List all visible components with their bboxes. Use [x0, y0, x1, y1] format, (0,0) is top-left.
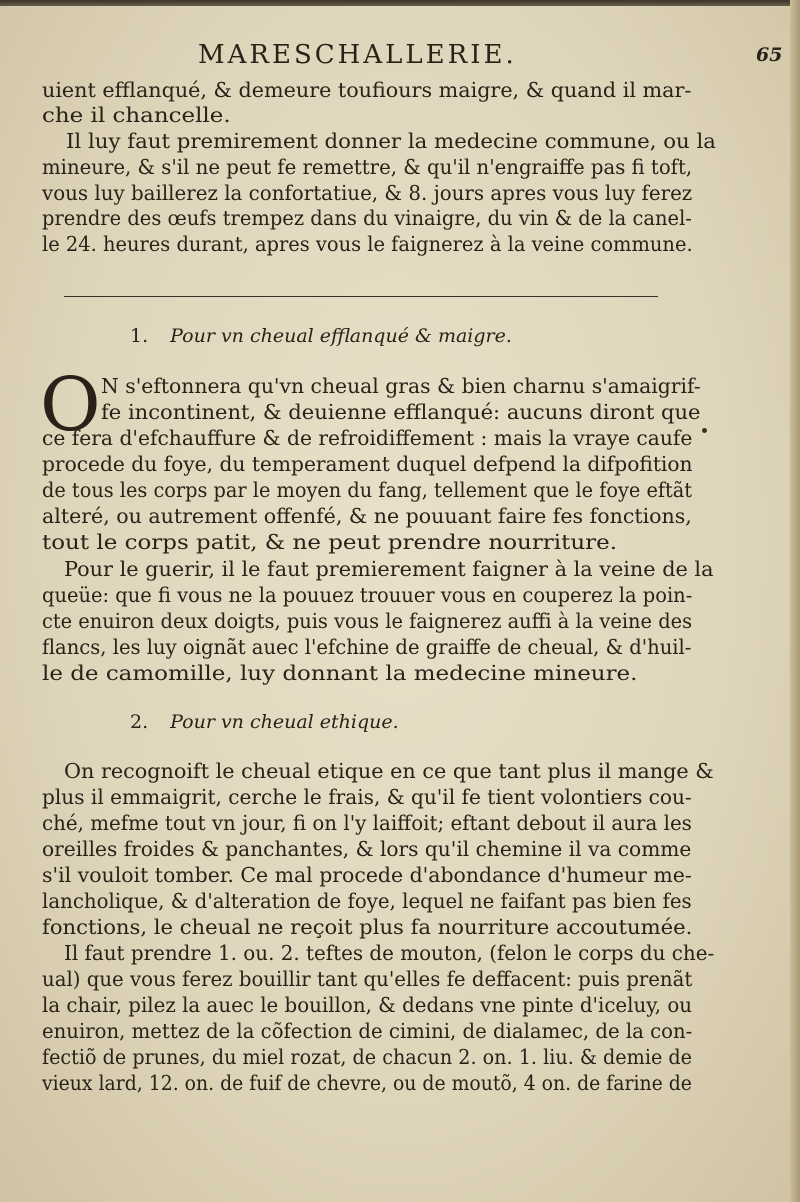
intro-line: le 24. heures durant, apres vous le faignerez à la veine commune. — [42, 232, 693, 256]
intro-line: Il luy faut premirement donner la medecine commune, ou la — [66, 129, 716, 153]
section1-line: procede du foye, du temperament duquel defpend la difpofition — [42, 452, 693, 476]
page-binding-edge — [790, 0, 800, 1202]
section1-line: queüe: que fi vous ne la pouuez trouuer vous en couperez la poin- — [42, 583, 693, 607]
intro-line: prendre des œufs trempez dans du vinaigre, du vin & de la canel- — [42, 206, 692, 230]
intro-line: uient efflanqué, & demeure toufiours maigre, & quand il mar- — [42, 78, 692, 102]
section-number: 2. — [130, 711, 149, 733]
section2-line: plus il emmaigrit, cerche le frais, & qu'il fe tient volontiers cou- — [42, 785, 692, 809]
section2-line: la chair, pilez la auec le bouillon, & dedans vne pinte d'iceluy, ou — [42, 993, 693, 1017]
section-title: Pour vn cheual efflanqué & maigre. — [170, 325, 512, 347]
section2-line: s'il vouloit tomber. Ce mal procede d'abondance d'humeur me- — [42, 863, 692, 887]
page-header — [0, 40, 800, 74]
section-divider — [64, 296, 658, 297]
section2-line: ual) que vous ferez bouillir tant qu'elles fe deffacent: puis prenãt — [42, 967, 693, 991]
page-number: 65 — [756, 44, 783, 66]
section1-line: ce fera d'efchauffure & de refroidiffement : mais la vraye caufe — [42, 426, 693, 450]
intro-line: mineure, & s'il ne peut fe remettre, & qu'il n'engraiffe pas fi toft, — [42, 155, 693, 179]
section2-line: On recognoift le cheual etique en ce que tant plus il mange & — [64, 759, 714, 783]
running-head: MARESCHALLERIE. — [198, 40, 517, 70]
intro-line: che il chancelle. — [42, 103, 231, 127]
section2-line: oreilles froides & panchantes, & lors qu'il chemine il va comme — [42, 837, 692, 861]
section1-line: alteré, ou autrement offenfé, & ne pouuant faire fes fonctions, — [42, 504, 692, 528]
section1-line: N s'eftonnera qu'vn cheual gras & bien charnu s'amaigrif- — [101, 374, 701, 398]
section1-line: tout le corps patit, & ne peut prendre nourriture. — [42, 530, 617, 554]
section1-line: cte enuiron deux doigts, puis vous le faignerez auffi à la veine des — [42, 609, 693, 633]
section1-line: le de camomille, luy donnant la medecine mineure. — [42, 661, 638, 685]
section2-line: enuiron, mettez de la cõfection de cimini, de dialamec, de la con- — [42, 1019, 693, 1043]
section-heading-1 — [130, 325, 512, 347]
section1-line: fe incontinent, & deuienne efflanqué: aucuns diront que — [101, 400, 701, 424]
section1-line: Pour le guerir, il le faut premierement faigner à la veine de la — [64, 557, 714, 581]
section-heading-2 — [130, 711, 399, 733]
section2-line: lancholique, & d'alteration de foye, lequel ne faifant pas bien fes — [42, 889, 692, 913]
page-top-edge — [0, 0, 800, 6]
drop-cap: O — [40, 362, 101, 448]
section2-line: vieux lard, 12. on. de fuif de chevre, ou de moutõ, 4 on. de farine de — [42, 1071, 692, 1095]
section1-line: flancs, les luy oignãt auec l'efchine de graiffe de cheual, & d'huil- — [42, 635, 692, 659]
section2-line: ché, mefme tout vn jour, fi on l'y laiffoit; eftant debout il aura les — [42, 811, 692, 835]
section2-line: fectiõ de prunes, du miel rozat, de chacun 2. on. 1. liu. & demie de — [42, 1045, 693, 1069]
section-number: 1. — [130, 325, 149, 347]
intro-line: vous luy baillerez la confortatiue, & 8. jours apres vous luy ferez — [42, 181, 693, 205]
section2-line: Il faut prendre 1. ou. 2. teftes de mouton, (felon le corps du che- — [64, 941, 715, 965]
section2-line: fonctions, le cheual ne reçoit plus fa nourriture accoutumée. — [42, 915, 693, 939]
section1-line: de tous les corps par le moyen du fang, tellement que le foye eftãt — [42, 478, 693, 502]
margin-mark — [702, 428, 707, 433]
section-title: Pour vn cheual ethique. — [170, 711, 399, 733]
